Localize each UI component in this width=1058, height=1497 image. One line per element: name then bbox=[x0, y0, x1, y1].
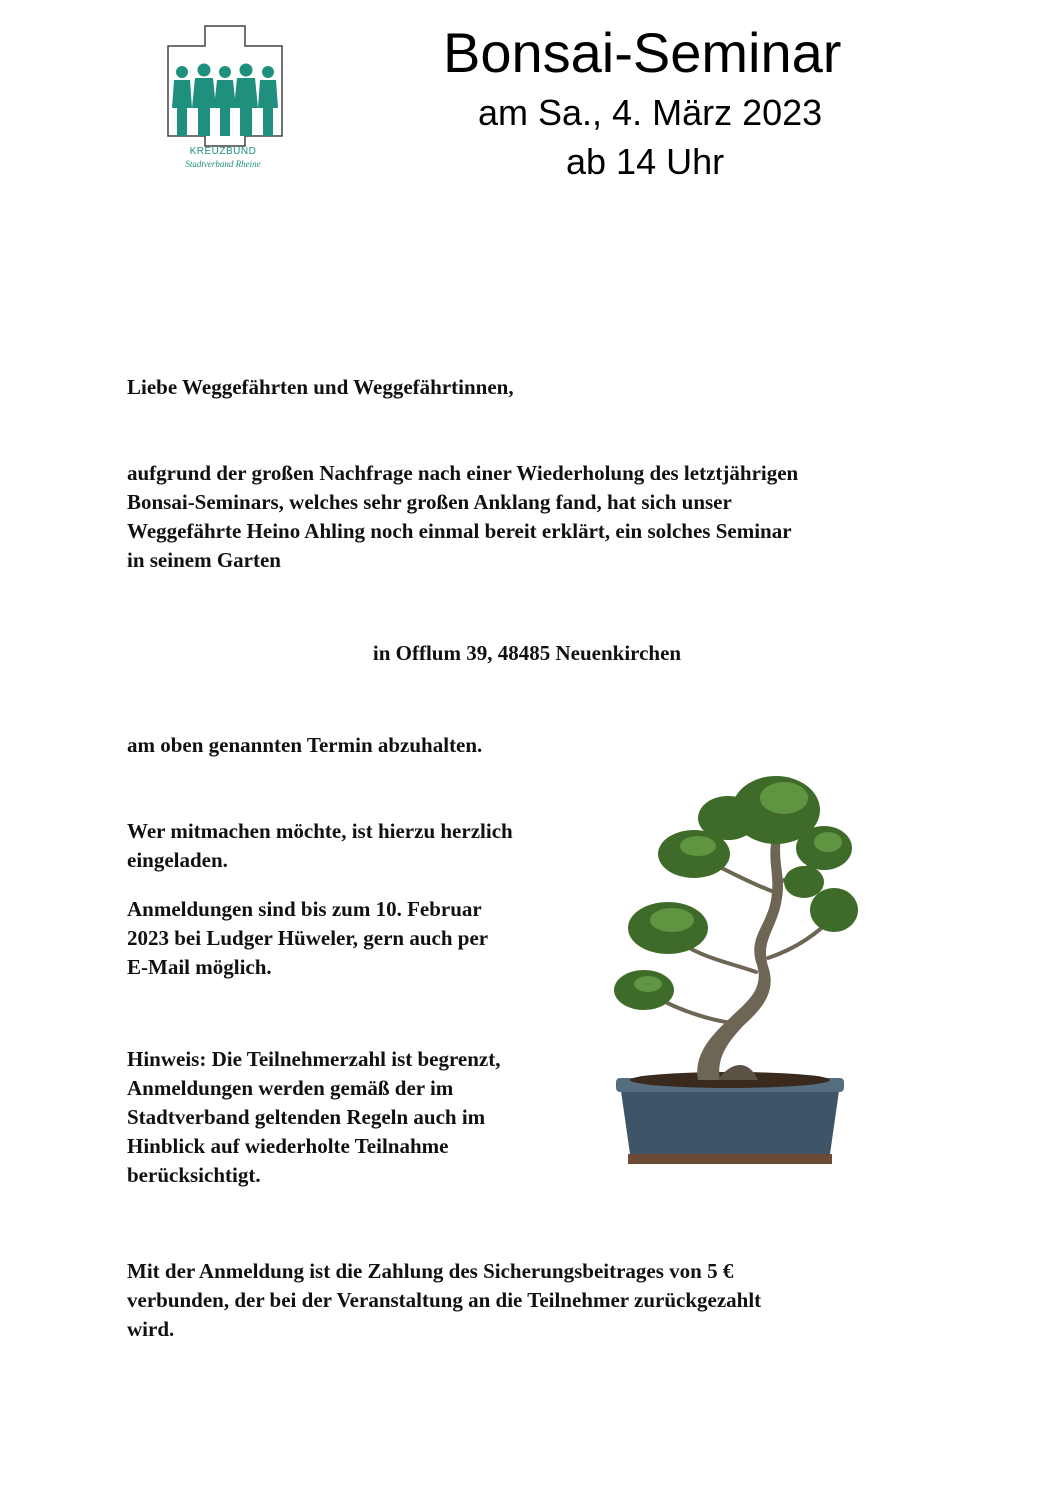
invite-paragraph bbox=[127, 817, 513, 875]
text-line: Bonsai-Seminars, welches sehr großen Anklang fand, hat sich unser bbox=[127, 490, 732, 514]
logo-name: KREUZBUND bbox=[189, 146, 257, 157]
text-line: Anmeldungen sind bis zum 10. Februar bbox=[127, 897, 482, 921]
text-line: 2023 bei Ludger Hüweler, gern auch per bbox=[127, 926, 489, 950]
text-line: in seinem Garten bbox=[127, 548, 281, 572]
greeting: Liebe Weggefährten und Weggefährtinnen, bbox=[127, 375, 514, 399]
venue-address: in Offlum 39, 48485 Neuenkirchen bbox=[372, 641, 682, 665]
text-line: wird. bbox=[127, 1317, 175, 1341]
signup-paragraph bbox=[127, 895, 488, 982]
text-line: Weggefährte Heino Ahling noch einmal bereit erklärt, ein solches Seminar bbox=[127, 519, 792, 543]
event-time: ab 14 Uhr bbox=[566, 141, 725, 182]
text-line: Mit der Anmeldung ist die Zahlung des Sicherungsbeitrages von 5 € bbox=[127, 1259, 734, 1283]
logo-subtitle: Stadtverband Rheine bbox=[185, 159, 261, 169]
text-line: Hinblick auf wiederholte Teilnahme bbox=[127, 1134, 449, 1158]
payment-paragraph bbox=[127, 1257, 761, 1344]
intro-paragraph bbox=[127, 459, 798, 575]
text-line: Wer mitmachen möchte, ist hierzu herzlich bbox=[127, 819, 513, 843]
text-line: berücksichtigt. bbox=[127, 1163, 261, 1187]
text-line: aufgrund der großen Nachfrage nach einer Wiederholung des letztjährigen bbox=[127, 461, 799, 485]
termin-line: am oben genannten Termin abzuhalten. bbox=[127, 733, 483, 757]
event-date: am Sa., 4. März 2023 bbox=[478, 92, 823, 133]
bonsai-tree-icon bbox=[598, 762, 858, 1172]
page-title: Bonsai-Seminar bbox=[443, 21, 842, 84]
text-line: E-Mail möglich. bbox=[127, 955, 272, 979]
text-line: Hinweis: Die Teilnehmerzahl ist begrenzt, bbox=[127, 1047, 501, 1071]
text-line: eingeladen. bbox=[127, 848, 228, 872]
text-line: verbunden, der bei der Veranstaltung an die Teilnehmer zurückgezahlt bbox=[127, 1288, 762, 1312]
text-line: Stadtverband geltenden Regeln auch im bbox=[127, 1105, 486, 1129]
note-paragraph bbox=[127, 1045, 501, 1190]
text-line: Anmeldungen werden gemäß der im bbox=[127, 1076, 454, 1100]
